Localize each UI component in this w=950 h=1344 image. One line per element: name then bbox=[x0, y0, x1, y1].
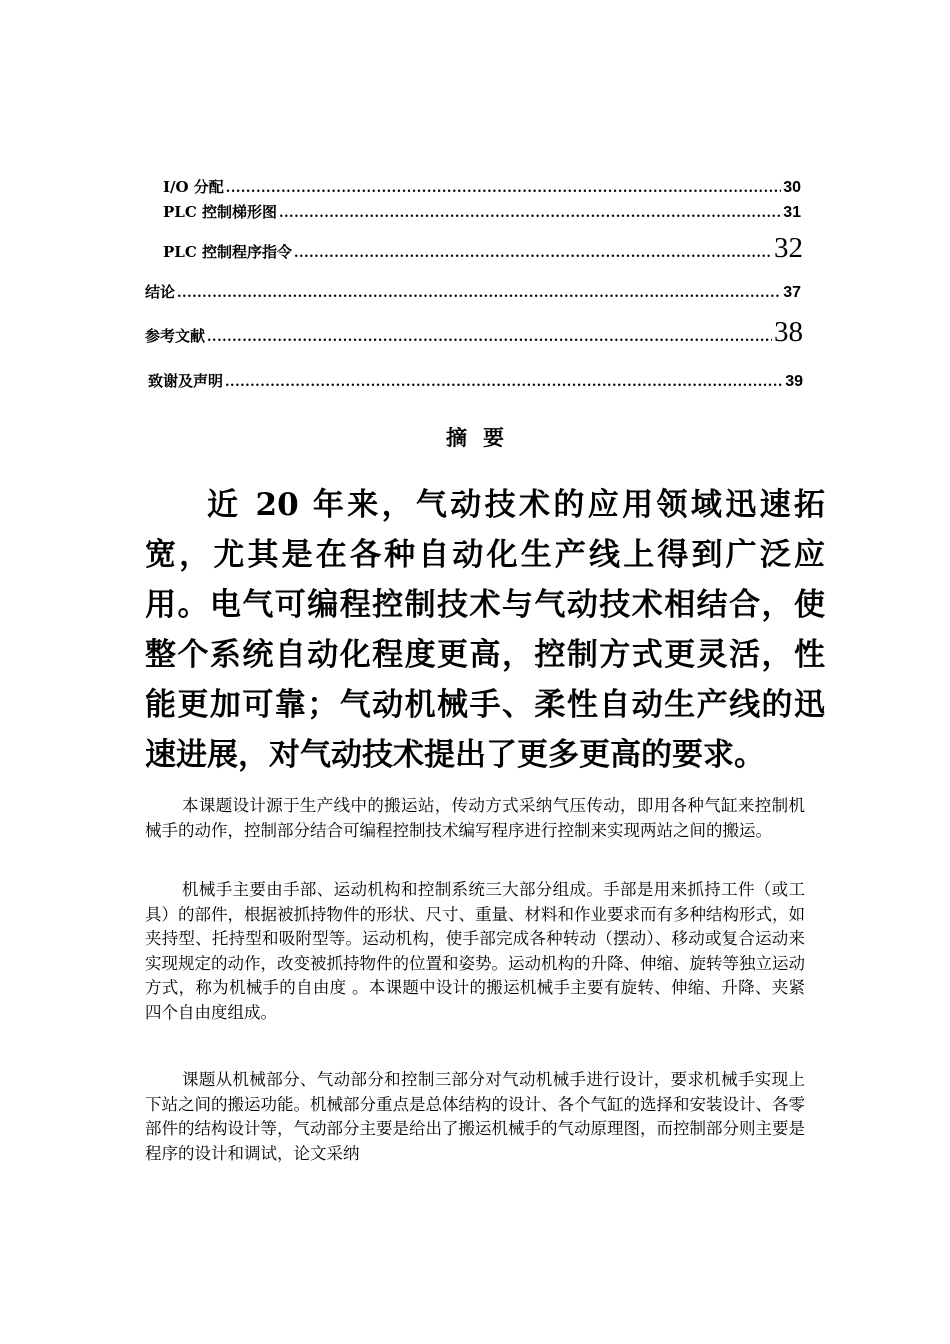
toc-leader-dots bbox=[294, 246, 772, 261]
toc-entry-page: 38 bbox=[774, 316, 803, 348]
abstract-paragraph: 本课题设计源于生产线中的搬运站，传动方式采纳气压传动，即用各种气缸来控制机械手的动作，控制部分结合可编程控制技术编写程序进行控制来实现两站之间的搬运。 bbox=[145, 796, 805, 840]
toc-leader-dots bbox=[226, 181, 781, 196]
toc-entry-title: PLC 控制梯形图 bbox=[163, 203, 277, 221]
toc-entry-instructions[interactable] bbox=[163, 234, 803, 263]
abstract-lead-paragraph: 近 20 年来，气动技术的应用领域迅速拓宽，尤其是在各种自动化生产线上得到广泛应用。电气可编程控制技术与气动技术相结合，使整个系统自动化程度更高，控制方式更灵活，性能更加可靠；气动机械手、柔性自动生产线的迅速进展，对气动技术提出了更多更高的要求。 bbox=[145, 487, 825, 773]
abstract-paragraph: 课题从机械部分、气动部分和控制三部分对气动机械手进行设计，要求机械手实现上下站之间的搬运功能。机械部分重点是总体结构的设计、各个气缸的选择和安装设计、各零部件的结构设计等，气动部分主要是给出了搬运机械手的气动原理图，而控制部分则主要是程序的设计和调试，论文采纳 bbox=[145, 1070, 805, 1163]
toc-entry-title: PLC 控制程序指令 bbox=[163, 243, 292, 261]
toc-entry-page: 37 bbox=[783, 284, 801, 301]
toc-entry-page: 32 bbox=[774, 232, 803, 264]
toc-entry-ladder[interactable] bbox=[163, 201, 801, 222]
toc-entry-title: 结论 bbox=[145, 283, 176, 301]
toc-leader-dots bbox=[207, 330, 772, 345]
toc-entry-page: 39 bbox=[785, 373, 803, 390]
toc-entry-references[interactable] bbox=[145, 318, 803, 347]
toc-leader-dots bbox=[177, 286, 781, 301]
abstract-heading: 摘要 bbox=[446, 425, 520, 450]
abstract-paragraph: 机械手主要由手部、运动机构和控制系统三大部分组成。手部是用来抓持工件（或工具）的部件，根据被抓持物件的形状、尺寸、重量、材料和作业要求而有多种结构形式，如夹持型、托持型和吸附型等。运动机构，使手部完成各种转动（摆动）、移动或复合运动来实现规定的动作，改变被抓持物件的位置和姿势。运动机构的升降、伸缩、旋转等独立运动方式，称为机械手的自由度 。本课题中设计的搬运机械手主要有旋转、伸缩、升降、夹紧四个自由度组成。 bbox=[145, 880, 805, 1022]
toc-entry-page: 31 bbox=[783, 204, 801, 221]
toc-entry-io[interactable] bbox=[163, 176, 801, 197]
toc-entry-title: 致谢及声明 bbox=[148, 372, 224, 390]
toc-leader-dots bbox=[279, 206, 781, 221]
toc-leader-dots bbox=[225, 375, 783, 390]
toc-entry-title: 参考文献 bbox=[145, 327, 206, 345]
toc-entry-title: I/O 分配 bbox=[163, 178, 224, 196]
toc-entry-page: 30 bbox=[783, 179, 801, 196]
toc-entry-acknowledgements[interactable] bbox=[148, 370, 803, 391]
toc-entry-conclusion[interactable] bbox=[145, 281, 801, 302]
